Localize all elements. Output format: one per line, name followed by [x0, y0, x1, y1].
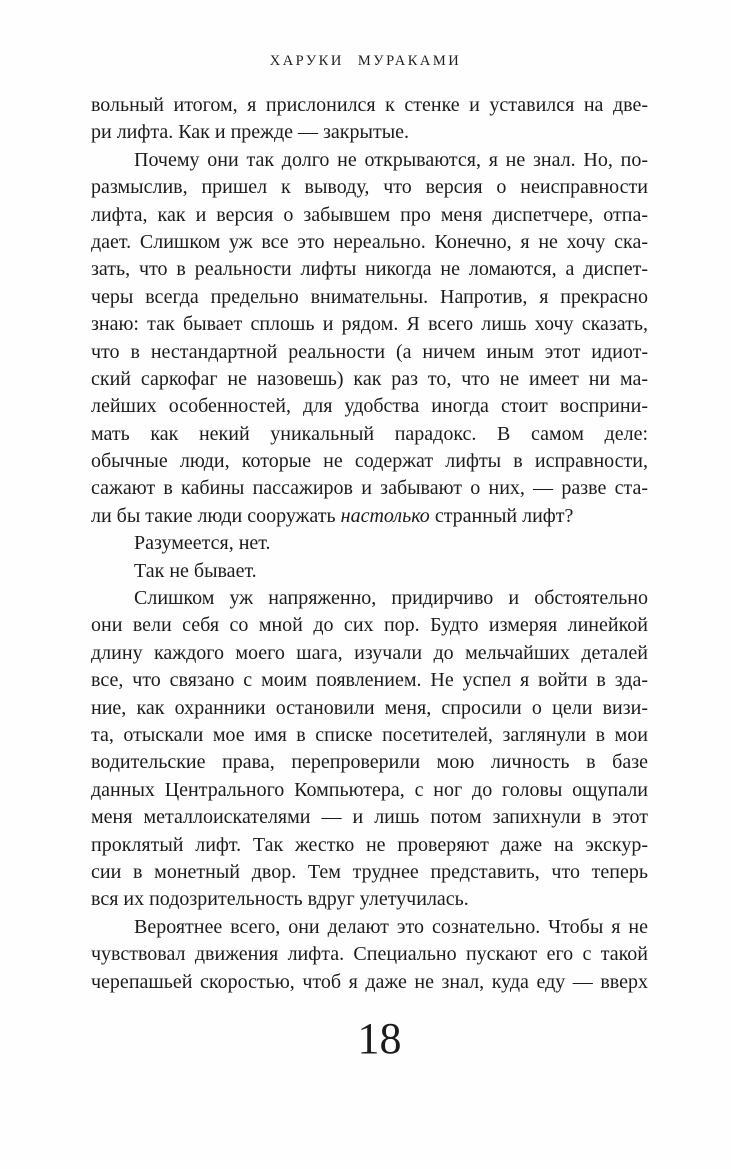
text-line	[91, 174, 648, 201]
text-line	[91, 92, 648, 119]
text-line	[91, 667, 648, 694]
text-segment: размыслив, пришел к выводу, что версия о неисправности	[91, 176, 648, 199]
text-segment: обычные люди, которые не содержат лифты в исправности,	[91, 450, 648, 473]
text-line	[91, 503, 648, 530]
text-line	[91, 832, 648, 859]
text-line	[91, 366, 648, 393]
text-segment: знаю: так бывает сплошь и рядом. Я всего лишь хочу сказать,	[91, 313, 648, 336]
text-segment: лейших особенностей, для удобства иногда стоит восприни-	[91, 395, 648, 418]
text-segment: они вели себя со мной до сих пор. Будто измеряя линейкой	[91, 614, 648, 637]
text-line	[91, 722, 648, 749]
text-segment: что в нестандартной реальности (а ничем иным этот идиот-	[91, 340, 648, 363]
text-segment: мать как некий уникальный парадокс. В самом деле:	[91, 422, 648, 445]
body-text	[91, 92, 648, 996]
text-segment: чувствовал движения лифта. Специально пускают его с такой	[91, 943, 648, 966]
text-line	[91, 804, 648, 831]
text-line	[91, 229, 648, 256]
text-segment: Вероятнее всего, они делают это сознательно. Чтобы я не	[134, 915, 648, 938]
text-segment: ский саркофаг не назовешь) как раз то, что не имеет ни ма-	[91, 367, 648, 390]
text-line	[91, 475, 648, 502]
text-segment: все, что связано с моим появлением. Не успел я войти в зда-	[91, 669, 648, 692]
text-segment: вольный итогом, я прислонился к стенке и уставился на две-	[91, 94, 648, 116]
text-segment: Разумеется, нет.	[134, 532, 271, 555]
text-line	[91, 777, 648, 804]
text-line	[91, 859, 648, 886]
text-line	[91, 695, 648, 722]
text-line	[91, 448, 648, 475]
text-line	[91, 914, 648, 941]
text-segment: ри лифта. Как и прежде — закрытые.	[91, 121, 410, 144]
text-line	[91, 558, 648, 585]
text-segment: черы всегда предельно внимательны. Напротив, я прекрасно	[91, 285, 648, 308]
text-line	[91, 284, 648, 311]
text-segment: странный лифт?	[429, 504, 574, 527]
text-segment: меня металлоискателями — и лишь потом запихнули в этот	[91, 806, 648, 829]
text-line	[91, 585, 648, 612]
text-segment: ли бы такие люди сооружать	[91, 504, 341, 527]
text-segment: проклятый лифт. Так жестко не проверяют даже на экскур-	[91, 833, 648, 856]
text-line	[91, 640, 648, 667]
running-head: ХАРУКИ МУРАКАМИ	[269, 53, 462, 69]
text-segment: Так не бывает.	[134, 559, 257, 582]
text-line	[91, 886, 648, 913]
text-segment: вся их подозрительность вдруг улетучилась.	[91, 888, 469, 911]
text-line	[91, 119, 648, 146]
text-segment: водительские права, перепроверили мою личность в базе	[91, 751, 648, 774]
text-segment: ние, как охранники остановили меня, спросили о цели визи-	[91, 696, 648, 719]
page-number: 18	[357, 1014, 402, 1063]
text-segment: та, отыскали мое имя в списке посетителей, заглянули в мои	[91, 723, 648, 746]
text-segment: сии в монетный двор. Тем труднее представить, что теперь	[91, 860, 648, 883]
text-line	[91, 612, 648, 639]
text-segment: лифта, как и версия о забывшем про меня диспетчере, отпа-	[91, 203, 648, 226]
text-segment: длину каждого моего шага, изучали до мельчайших деталей	[91, 641, 648, 664]
emphasized-text: настолько	[340, 504, 430, 527]
text-line	[91, 339, 648, 366]
text-segment: сажают в кабины пассажиров и забывают о них, — разве ста-	[91, 477, 648, 500]
text-segment: Слишком уж напряженно, придирчиво и обстоятельно	[134, 587, 648, 610]
text-line	[91, 256, 648, 283]
text-line	[91, 941, 648, 968]
text-line	[91, 530, 648, 557]
text-line	[91, 311, 648, 338]
text-line	[91, 202, 648, 229]
text-line	[91, 421, 648, 448]
text-segment: данных Центрального Компьютера, с ног до головы ощупали	[91, 778, 648, 801]
text-segment: Почему они так долго не открываются, я не знал. Но, по-	[134, 148, 648, 171]
text-line	[91, 393, 648, 420]
text-line	[91, 147, 648, 174]
text-segment: дает. Слишком уж все это нереально. Конечно, я не хочу ска-	[91, 230, 648, 253]
text-line	[91, 749, 648, 776]
text-segment: зать, что в реальности лифты никогда не ломаются, а диспет-	[91, 258, 648, 281]
text-segment: черепашьей скоростью, чтоб я даже не знал, куда еду — вверх	[91, 970, 648, 993]
text-line	[91, 969, 648, 996]
